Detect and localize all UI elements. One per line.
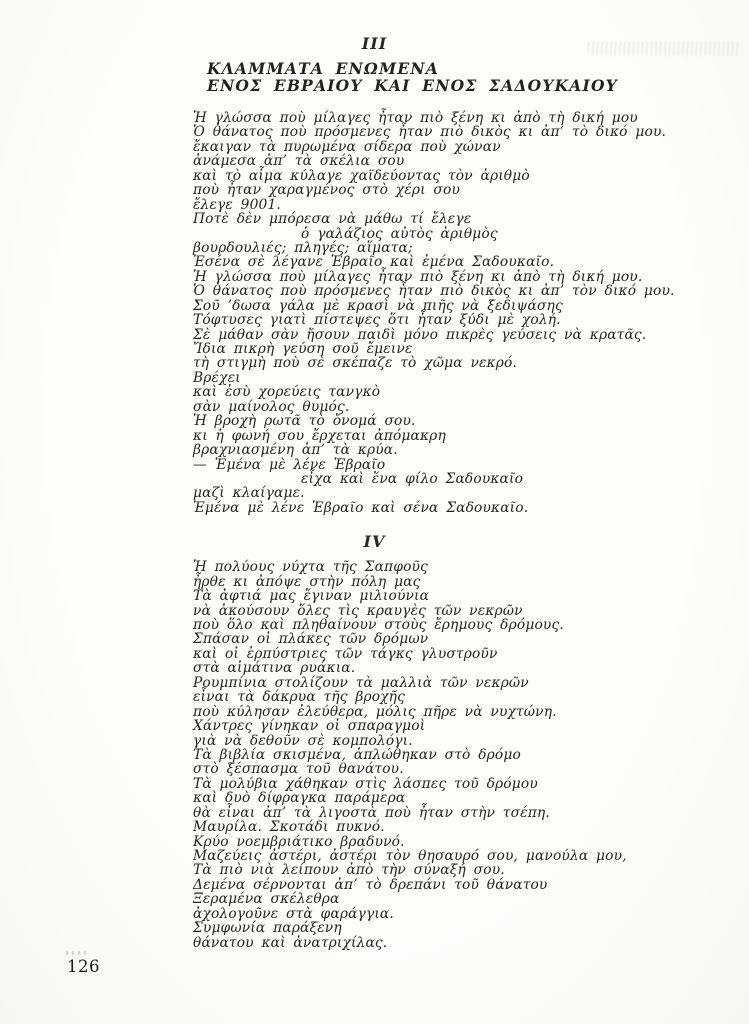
poem-line: Σοῦ ’δωσα γάλα μὲ κρασὶ νὰ πιῆς νὰ ξεδιψάσης: [193, 297, 563, 314]
poem-line: ποὺ κύλησαν ἐλεύθερα, μόλις πῆρε νὰ νυχτώνη.: [193, 703, 557, 720]
poem-line: τὴ στιγμὴ ποὺ σὲ σκέπαζε τὸ χῶμα νεκρό.: [193, 355, 517, 372]
poem-body: [193, 560, 749, 950]
poem-section: [0, 36, 749, 515]
poem-line: γιὰ νὰ δεθοῦν σὲ κομπολόγι.: [193, 732, 413, 749]
poem-line: Ξεραμένα σκέλεθρα: [193, 891, 340, 908]
poem-line: Ποτὲ δὲν μπόρεσα νὰ μάθω τί ἔλεγε: [193, 211, 472, 228]
poem-line: Ἐσένα σὲ λέγανε Ἑβραῖο καὶ ἐμένα Σαδουκαῖο.: [193, 254, 555, 271]
poem-line: καὶ τὸ αἷμα κύλαγε χαϊδεύοντας τὸν ἀριθμὸ: [193, 167, 530, 184]
poem-line: καὶ δυὸ δίφραγκα παράμερα: [193, 790, 406, 807]
poem-line: στὰ αἱμάτινα ρυάκια.: [193, 660, 356, 677]
poem-line: Ἡ γλώσσα ποὺ μίλαγες ἦταν πιὸ ξένη κι ἀπὸ τὴ δική μου: [193, 110, 638, 126]
section-numeral: IV: [363, 532, 386, 552]
poem-line: Ὁ θάνατος ποὺ πρόσμενες ἦταν πιὸ δικὸς κι ἀπ’ τὸ δικό μου.: [193, 124, 667, 141]
poem-title-line: ΚΛΑΜΜΑΤΑ ΕΝΩΜΕΝΑ: [207, 59, 439, 78]
poem-line: Τὰ πιὸ νιὰ λείπουν ἀπὸ τὴν σύναξή σου.: [193, 862, 505, 879]
poem-line: ἦρθε κι ἀπόψε στὴν πόλη μας: [193, 573, 421, 590]
poem-line: Συμφωνία παράξενη: [193, 920, 342, 937]
poem-title: [207, 61, 749, 94]
poem-line: Τὰ ἀφτιά μας ἔγιναν μιλιούνια: [193, 588, 430, 605]
poem-line: θὰ εἶναι ἀπ’ τὰ λιγοστὰ ποὺ ἦταν στὴν τσέπη.: [193, 804, 550, 821]
scan-speck: [66, 951, 88, 955]
poem-sections: [0, 36, 749, 950]
poem-line: Ἡ πολύους νύχτα τῆς Σαπφοῦς: [193, 559, 428, 576]
poem-title-line: ΕΝΟΣ ΕΒΡΑΙΟΥ ΚΑΙ ΕΝΟΣ ΣΑΔΟΥΚΑΙΟΥ: [207, 75, 618, 95]
poem-line: — Ἐμένα μὲ λένε Ἑβραῖο: [193, 456, 386, 473]
poem-line: Κρύο νοεμβριάτικο βραδυνό.: [193, 833, 405, 850]
poem-line: Ἐμένα μὲ λένε Ἑβραῖο καὶ σένα Σαδουκαῖο.: [193, 499, 529, 516]
poem-line: Τὰ βιβλία σκισμένα, ἁπλώθηκαν στὸ δρόμο: [193, 746, 521, 763]
poem-line: Χάντρες γίνηκαν οἱ σπαραγμοὶ: [193, 718, 426, 735]
poem-line: Τὰ μολύβια χάθηκαν στὶς λάσπες τοῦ δρόμου: [193, 775, 538, 792]
poem-line: ἔλεγε 9001.: [193, 196, 281, 213]
section-numeral: III: [361, 34, 388, 53]
poem-line: Ἴδια πικρὴ γεύση σοῦ ἔμεινε: [193, 341, 413, 357]
poem-body: [193, 111, 749, 515]
poem-line: ἔκαιγαν τὰ πυρωμένα σίδερα ποὺ χώναν: [193, 138, 501, 155]
poem-line: Μαυρίλα. Σκοτάδι πυκνό.: [193, 819, 385, 836]
poem-line: Τόφτυσες γιατὶ πίστεψες ὅτι ἦταν ξύδι μὲ χολή.: [193, 312, 561, 329]
poem-line: ἀχολογοῦνε στὰ φαράγγια.: [193, 905, 394, 922]
poem-line: Ρουμπίνια στολίζουν τὰ μαλλιὰ τῶν νεκρῶν: [193, 674, 529, 691]
poem-line: ποὺ ὅλο καὶ πληθαίνουν στοὺς ἔρημους δρόμους.: [193, 617, 564, 633]
poem-line: ὁ γαλάζιος αὐτὸς ἀριθμὸς: [301, 225, 498, 242]
page-number: 126: [67, 957, 100, 976]
poem-line: στὸ ξέσπασμα τοῦ θανάτου.: [193, 761, 404, 778]
poem-line: ποὺ ἦταν χαραγμένος στὸ χέρι σου: [193, 182, 460, 199]
poem-line: κι ἡ φωνή σου ἔρχεται ἀπόμακρη: [193, 427, 446, 444]
poem-line: εἶναι τὰ δάκρυα τῆς βροχῆς: [193, 689, 405, 706]
poem-line: βουρδουλιές; πληγές; αἵματα;: [193, 239, 413, 256]
poem-line: νὰ ἀκούσουν ὅλες τὶς κραυγὲς τῶν νεκρῶν: [193, 602, 523, 619]
poem-line: Ὁ θάνατος ποὺ πρόσμενες ἦταν πιὸ δικὸς κι ἀπ’ τὸν δικό μου.: [193, 283, 675, 300]
poem-line: σὰν μαίνολος θυμός.: [193, 398, 350, 415]
poem-line: θάνατου καὶ ἀνατριχίλας.: [193, 934, 388, 951]
poem-line: Σὲ μάθαν σὰν ἤσουν παιδὶ μόνο πικρὲς γεύσεις νὰ κρατᾶς.: [193, 326, 647, 343]
poem-line: Ἡ βροχὴ ρωτᾶ τὸ ὄνομά σου.: [193, 413, 416, 430]
poem-line: καὶ οἱ ἑρπύστριες τῶν τάγκς γλυστροῦν: [193, 645, 498, 662]
poem-section: [0, 534, 749, 950]
poem-line: Μαζεύεις ἀστέρι, ἀστέρι τὸν θησαυρό σου, μανούλα μου,: [193, 848, 627, 864]
poem-line: εἶχα καὶ ἕνα φίλο Σαδουκαῖο: [301, 470, 524, 487]
poem-line: καὶ ἐσὺ χορεύεις τανγκὸ: [193, 384, 381, 401]
poem-line: Βρέχει: [193, 369, 241, 386]
poem-line: Ἡ γλώσσα ποὺ μίλαγες ἦταν πιὸ ξένη κι ἀπὸ τὴ δική μου.: [193, 268, 643, 285]
poem-line: Σπάσαν οἱ πλάκες τῶν δρόμων: [193, 631, 429, 648]
poem-line: Δεμένα σέρνονται ἀπ’ τὸ δρεπάνι τοῦ θάνατου: [193, 876, 548, 893]
poem-line: μαζὶ κλαίγαμε.: [193, 485, 305, 502]
poem-line: ἀνάμεσα ἀπ’ τὰ σκέλια σου: [193, 153, 405, 170]
poem-line: βραχνιασμένη ἀπ’ τὰ κρύα.: [193, 442, 398, 459]
